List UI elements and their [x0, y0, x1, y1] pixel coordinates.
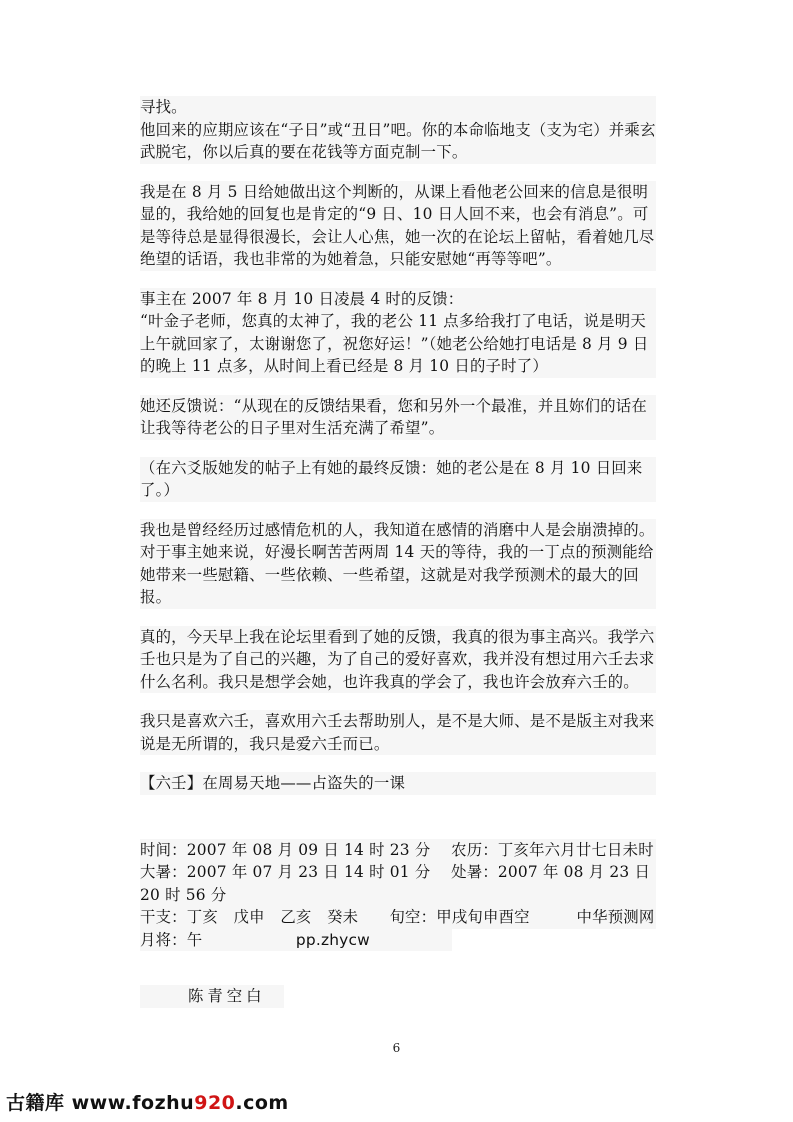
section-title-text: 【六壬】在周易天地——占盗失的一课 — [140, 772, 405, 795]
month-general-label: 月将：午 — [140, 930, 296, 949]
document-body — [140, 96, 656, 1008]
page-number: 6 — [392, 1041, 401, 1055]
section-title — [140, 772, 656, 795]
blank-space — [140, 795, 656, 839]
paragraph-feedback-more: 她还反馈说：“从现在的反馈结果看，您和另外一个最准，并且妳们的话在让我等待老公的日子里对生活充满了希望”。 — [140, 395, 656, 440]
source-url-text: pp.zhycw — [295, 930, 370, 949]
time-line: 时间：2007 年 08 月 09 日 14 时 23 分 农历：丁亥年六月廿七日未时 — [140, 839, 656, 862]
paragraph-feedback-heading: 事主在 2007 年 8 月 10 日凌晨 4 时的反馈： — [140, 288, 656, 311]
watermark-prefix: 古籍库 www.fozhu — [6, 1092, 195, 1114]
month-general-line — [140, 929, 452, 952]
paragraph-final-feedback: （在六爻版她发的帖子上有她的最终反馈：她的老公是在 8 月 10 日回来了。） — [140, 457, 656, 502]
ganzhi-line: 干支：丁亥 戊申 乙亥 癸未 旬空：甲戌旬申酉空 中华预测网 — [140, 906, 656, 929]
watermark-number: 920 — [194, 1092, 236, 1114]
paragraph-experience: 我也是曾经经历过感情危机的人，我知道在感情的消磨中人是会崩溃掉的。对于事主她来说，好漫长啊苦苦两周 14 天的等待，我的一丁点的预测能给她带来一些慰籍、一些依赖、一些希望，这就是对我学预测术的最大的回报。 — [140, 519, 656, 609]
paragraph-return-timing: 他回来的应期应该在“子日”或“丑日”吧。你的本命临地支（支为宅）并乘玄武脱宅，你以后真的要在花钱等方面克制一下。 — [140, 119, 656, 164]
paragraph-seek: 寻找。 — [140, 96, 656, 119]
blank-space-2 — [140, 951, 656, 973]
paragraph-love-liuren: 我只是喜欢六壬，喜欢用六壬去帮助别人，是不是大师、是不是版主对我来说是无所谓的，我只是爱六壬而已。 — [140, 710, 656, 755]
solar-term-line: 大暑：2007 年 07 月 23 日 14 时 01 分 处暑：2007 年 08 月 23 日 20 时 56 分 — [140, 861, 656, 906]
watermark-suffix: .com — [235, 1092, 289, 1114]
paragraph-happy: 真的，今天早上我在论坛里看到了她的反馈，我真的很为事主高兴。我学六壬也只是为了自己的兴趣，为了自己的爱好喜欢，我并没有想过用六壬去求什么名利。我只是想学会她，也许我真的学会了，我也许会放弃六壬的。 — [140, 626, 656, 694]
paragraph-feedback-quote: “叶金子老师，您真的太神了，我的老公 11 点多给我打了电话，说是明天上午就回家了，太谢谢您了，祝您好运！”（她老公给她打电话是 8 月 9 日的晚上 11 点多，从时间上看已经是 8 月 10 日的子时了） — [140, 310, 656, 378]
chart-row-chen: 陈青空白 — [140, 985, 284, 1008]
watermark — [6, 1088, 289, 1115]
paragraph-judgement: 我是在 8 月 5 日给她做出这个判断的，从课上看他老公回来的信息是很明显的，我给她的回复也是肯定的“9 日、10 日人回不来，也会有消息”。可是等待总是显得很漫长，会让人心焦，她一次的在论坛上留帖，看着她几尽绝望的话语，我也非常的为她着急，只能安慰她“再等等吧”。 — [140, 181, 656, 271]
